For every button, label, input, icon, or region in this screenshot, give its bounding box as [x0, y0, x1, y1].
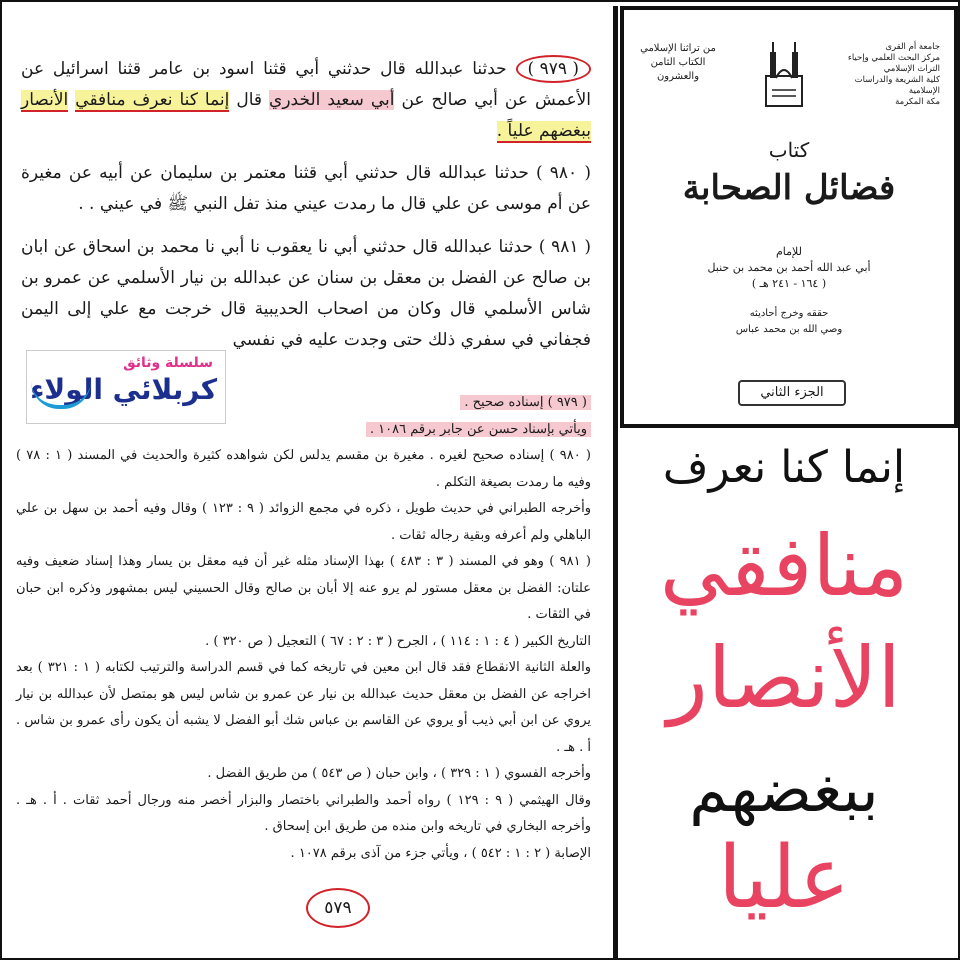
hadith-979-line2b: قال: [236, 90, 263, 110]
book-page: [6, 6, 618, 958]
cover-publisher: جامعة أم القرى مركز البحث العلمي وإحياء التراث الإسلامي كلية الشريعة والدراسات الإسلامية مكة المكرمة: [847, 42, 940, 107]
quote-highlight-1: إنما كنا نعرف منافقي: [75, 90, 230, 110]
footnote-979-b: ويأتي بإسناد حسن عن جابر برقم ١٠٨٦ .: [366, 422, 591, 437]
footnotes: [16, 390, 591, 867]
cover-kitab: كتاب: [768, 138, 810, 162]
big-text-line-4: ببغضهم: [689, 753, 879, 826]
footnote-illa: والعلة الثانية الانقطاع فقد قال ابن معين في تاريخه كما في قسم الدراسة والترتيب لكتابه ( ١ : ٣٢١ ) بعد اخراجه عن الفضل بن معقل حديث عبدالله بن نيار عن عمرو بن شاس ليس هو بمتصل لأن عبدالله بن نيار يروي عن ابن أبي ذيب أو يروي عن القاسم بن عباس شك أبو الفضل لا يشبه أن يكون رأى عمرو بن شاس . أ . هـ .: [16, 660, 591, 755]
cover-series-label: من تراثنا الإسلامي الكتاب الثامن والعشرون: [640, 43, 716, 82]
hadith-number-circle: ( ٩٧٩ ): [516, 55, 592, 83]
footnote-haythami: وقال الهيثمي ( ٩ : ١٢٩ ) رواه أحمد والطبراني باختصار والبزار أخصر منه ورجال أحمد ثقات . أ . هـ . وأخرجه البخاري في تاريخه وابن منده من طريق ابن إسحاق .: [16, 792, 591, 834]
cover-editor: حققه وخرج أحاديثه وصي الله بن محمد عباس: [735, 308, 843, 335]
footnote-979-a: ( ٩٧٩ ) إسناده صحيح .: [460, 395, 591, 410]
page-number: ٥٧٩: [306, 888, 370, 928]
quote-highlight-2: الأنصار ببغضهم علياً .: [21, 90, 591, 141]
logo-top-text: سلسلة وثائق: [123, 355, 213, 371]
cover-author: للإمام أبي عبد الله أحمد بن محمد بن حنبل ( ١٦٤ - ٢٤١ هـ ): [707, 245, 871, 290]
logo-main-text: كربلائي الولاء: [30, 373, 217, 406]
big-text-line-5: عليا: [718, 828, 850, 928]
footnote-tarikh: التاريخ الكبير ( ٤ : ١ : ١١٤ ) ، الجرح ( ٣ : ٢ : ٦٧ ) التعجيل ( ص ٣٢٠ ) .: [205, 633, 591, 649]
hadith-981: ( ٩٨١ ) حدثنا عبدالله قال حدثني أبي نا يعقوب نا أبي نا محمد بن اسحاق عن ابان بن صالح عن الفضل بن معقل بن سنان عن عبدالله بن نيار الأسلمي عن عمرو بن شاس الأسلمي قال وكان من اصحاب الحديبية قال خرجت مع علي إلى اليمن فجفاني في سفري ذلك حتى وجدت عليه في نفسي: [21, 237, 591, 350]
big-text-line-3: الأنصار: [667, 629, 901, 727]
footnote-fasawi: وأخرجه الفسوي ( ١ : ٣٢٩ ) ، وابن حبان ( ص ٥٤٣ ) من طريق الفضل .: [207, 766, 591, 781]
footnote-isaba: الإصابة ( ٢ : ١ : ٥٤٢ ) ، ويأتي جزء من آذى برقم ١٠٧٨ .: [290, 845, 591, 861]
footnote-980-b: وأخرجه الطبراني في حديث طويل ، ذكره في مجمع الزوائد ( ٩ : ١٢٣ ) وقال وفيه أحمد بن سهل بن علي الباهلي ولم أعرفه وبقية رجاله ثقات .: [16, 501, 591, 543]
series-logo: [26, 350, 226, 424]
narrator-highlight: أبي سعيد الخدري: [269, 90, 395, 110]
hadith-979-line2a: الأعمش عن أبي صالح عن: [401, 90, 592, 110]
hadith-number: ٩٧٩: [539, 59, 567, 79]
cover-title: فضائل الصحابة: [682, 168, 896, 208]
big-text-line-1: إنما كنا نعرف: [662, 442, 906, 493]
hadith-979: [21, 54, 591, 147]
university-emblem-icon: [760, 38, 808, 110]
cover-volume: الجزء الثاني: [738, 380, 846, 406]
hadith-980: ( ٩٨٠ ) حدثنا عبدالله قال حدثني أبي قثنا معتمر بن سليمان عن أبيه عن مغيرة عن أم موسى عن علي قال ما رمدت عيني منذ تفل النبي ﷺ في عيني . .: [21, 163, 591, 214]
hadith-979-line1: حدثنا عبدالله قال حدثني أبي قثنا اسود بن عامر قثنا اسرائيل عن: [21, 59, 507, 79]
footnote-980: ( ٩٨٠ ) إسناده صحيح لغيره . مغيرة بن مقسم يدلس لكن شواهده كثيرة والحديث في المسند ( ١ : ٧٨ ) وفيه ما رمدت بصيغة التكلم .: [16, 448, 591, 490]
footnote-981: ( ٩٨١ ) وهو في المسند ( ٣ : ٤٨٣ ) بهذا الإسناد مثله غير أن فيه معقل بن يسار وهذا إسناد ضعيف وفيه علتان: الفضل بن معقل مستور لم يرو عنه إلا أبان بن صالح وقال الحسيني ليس بمشهور وذكره ابن حبان في الثقات .: [16, 554, 591, 622]
book-cover: [620, 6, 958, 428]
big-text-line-2: منافقي: [659, 517, 909, 615]
